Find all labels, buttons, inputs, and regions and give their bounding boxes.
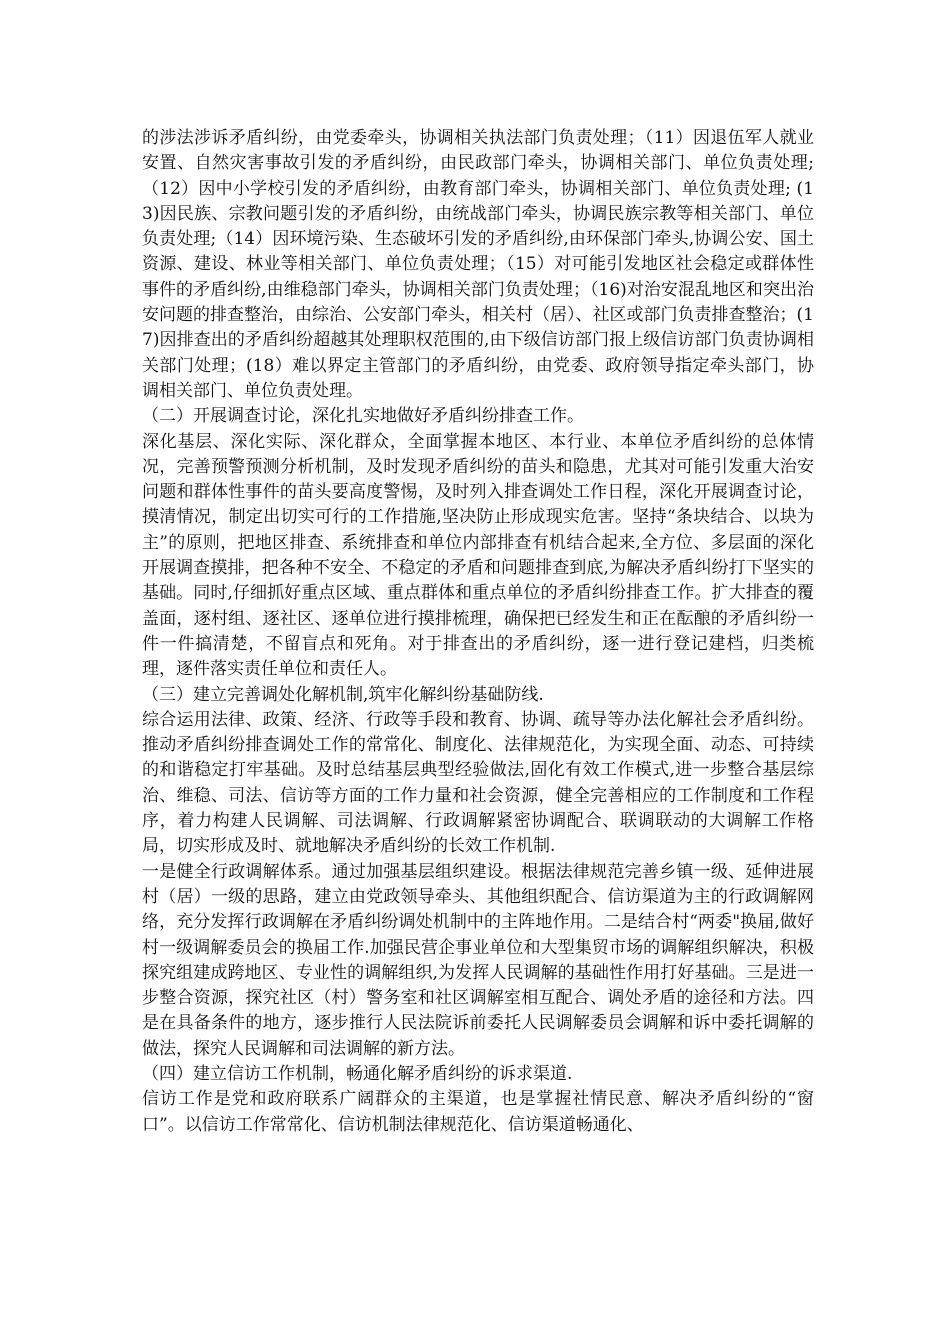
paragraph-administrative-mediation: 一是健全行政调解体系。通过加强基层组织建设。根据法律规范完善乡镇一级、延伸进展村（居）一级的思路，建立由党政领导牵头、其他组织配合、信访渠道为主的行政调解网络，充分发挥行政调解在矛盾纠纷调处机制中的主阵地作用。二是结合村“两委"换届,做好村一级调解委员会的换届工作.加强民营企事业单位和大型集贸市场的调解组织解决，积极探究组建成跨地区、专业性的调解组织,为发挥人民调解的基础性作用打好基础。三是进一步整合资源，探究社区（村）警务室和社区调解室相互配合、调处矛盾的途径和方法。四是在具备条件的地方，逐步推行人民法院诉前委托人民调解委员会调解和诉中委托调解的做法，探究人民调解和司法调解的新方法。	[142, 861, 814, 1059]
document-body	[142, 126, 814, 1138]
paragraph-investigation: 深化基层、深化实际、深化群众，全面掌握本地区、本行业、本单位矛盾纠纷的总体情况，完善预警预测分析机制，及时发现矛盾纠纷的苗头和隐患，尤其对可能引发重大治安问题和群体性事件的苗头要高度警惕，及时列入排查调处工作日程，深化开展调查讨论，摸清情况，制定出切实可行的工作措施,坚决防止形成现实危害。坚持“条块结合、以块为主”的原则，把地区排查、系统排查和单位内部排查有机结合起来,全方位、多层面的深化开展调查摸排，把各种不安全、不稳定的矛盾和问题排查到底,为解决矛盾纠纷打下坚实的基础。同时,仔细抓好重点区域、重点群体和重点单位的矛盾纠纷排查工作。扩大排查的覆盖面，逐村组、逐社区、逐单位进行摸排梳理，确保把已经发生和正在酝酿的矛盾纠纷一件一件搞清楚，不留盲点和死角。对于排查出的矛盾纠纷，逐一进行登记建档，归类梳理，逐件落实责任单位和责任人。	[142, 431, 814, 680]
paragraph-mediation-mechanism: 综合运用法律、政策、经济、行政等手段和教育、协调、疏导等办法化解社会矛盾纠纷。推动矛盾纠纷排查调处工作的常常化、制度化、法律规范化，为实现全面、动态、可持续的和谐稳定打牢基础。及时总结基层典型经验做法,固化有效工作模式,进一步整合基层综治、维稳、司法、信访等方面的工作力量和社会资源，健全完善相应的工作制度和工作程序，着力构建人民调解、司法调解、行政调解紧密协调配合、联调联动的大调解工作格局，切实形成及时、就地解决矛盾纠纷的长效工作机制.	[142, 709, 814, 857]
section-heading-2: （二）开展调查讨论，深化扎实地做好矛盾纠纷排查工作。	[142, 406, 584, 427]
section-heading-3: （三）建立完善调处化解机制,筑牢化解纠纷基础防线.	[142, 684, 544, 705]
paragraph-responsibility-list: 的涉法涉诉矛盾纠纷，由党委牵头，协调相关执法部门负责处理；（11）因退伍军人就业安置、自然灾害事故引发的矛盾纠纷，由民政部门牵头，协调相关部门、单位负责处理;（12）因中小学校引发的矛盾纠纷，由教育部门牵头，协调相关部门、单位负责处理; (13)因民族、宗教问题引发的矛盾纠纷，由统战部门牵头，协调民族宗教等相关部门、单位负责处理;（14）因环境污染、生态破坏引发的矛盾纠纷,由环保部门牵头,协调公安、国土资源、建设、林业等相关部门、单位负责处理；（15）对可能引发地区社会稳定或群体性事件的矛盾纠纷,由维稳部门牵头，协调相关部门负责处理；（16)对治安混乱地区和突出治安问题的排查整治，由综治、公安部门牵头，相关村（居）、社区或部门负责排查整治；(17)因排查出的矛盾纠纷超越其处理职权范围的,由下级信访部门报上级信访部门负责协调相关部门处理；(18）难以界定主管部门的矛盾纠纷，由党委、政府领导指定牵头部门，协调相关部门、单位负责处理。	[142, 128, 814, 401]
section-heading-4: （四）建立信访工作机制，畅通化解矛盾纠纷的诉求渠道.	[142, 1063, 573, 1084]
paragraph-petition-work: 信访工作是党和政府联系广阔群众的主渠道，也是掌握社情民意、解决矛盾纠纷的“窗口”。以信访工作常常化、信访机制法律规范化、信访渠道畅通化、	[142, 1089, 814, 1135]
